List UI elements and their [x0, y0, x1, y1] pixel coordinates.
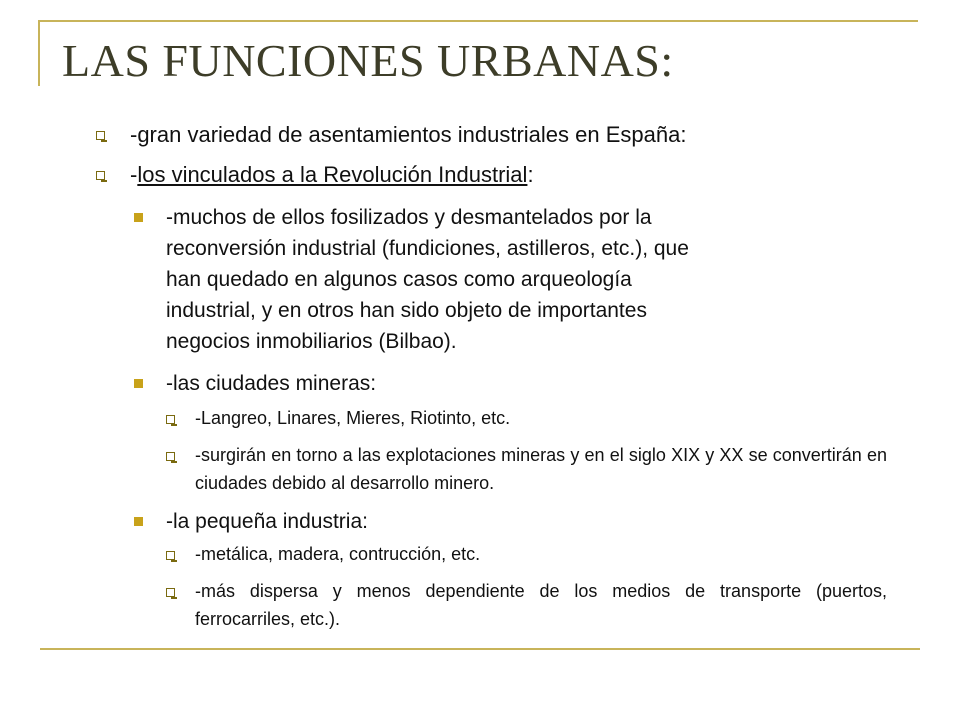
sub-bullet-mineras	[134, 368, 376, 399]
filled-square-icon	[134, 379, 143, 388]
item-text: -metálica, madera, contrucción, etc.	[195, 544, 481, 564]
underlined-heading: los vinculados a la Revolución Industrial	[137, 162, 528, 187]
item-dispersa	[166, 577, 887, 633]
square-bullet-icon	[166, 452, 175, 461]
square-bullet-icon	[166, 588, 175, 597]
square-bullet-icon	[96, 171, 105, 180]
bottom-rule	[40, 648, 920, 650]
bullet-variedad	[96, 121, 686, 149]
sub-bullet-text: -la pequeña industria:	[166, 510, 368, 533]
item-text: -más dispersa y menos dependiente de los medios de transporte (puertos, ferrocarriles, etc.).	[195, 581, 887, 629]
bullet-prefix: -	[130, 162, 138, 187]
item-langreo	[166, 404, 510, 432]
square-bullet-icon	[166, 415, 175, 424]
filled-square-icon	[134, 213, 143, 222]
item-text: -Langreo, Linares, Mieres, Riotinto, etc.	[195, 408, 511, 428]
sub-bullet-text: -las ciudades mineras:	[166, 372, 377, 395]
filled-square-icon	[134, 517, 143, 526]
square-bullet-icon	[166, 551, 175, 560]
sub-bullet-text: -muchos de ellos fosilizados y desmantelados por la reconversión industrial (fundiciones, astilleros, etc.), que han quedado en algunos casos como arqueología industrial, y en otros han sido objeto de importantes negocios inmobiliarios (Bilbao).	[166, 206, 689, 353]
square-bullet-icon	[96, 131, 105, 140]
slide-title: LAS FUNCIONES URBANAS:	[62, 35, 674, 86]
item-surgiran	[166, 441, 887, 497]
item-text: -surgirán en torno a las explotaciones mineras y en el siglo XIX y XX se convertirán en ciudades debido al desarrollo minero.	[195, 445, 887, 493]
left-rule	[38, 20, 40, 86]
sub-bullet-pequena	[134, 506, 368, 537]
bullet-text: -gran variedad de asentamientos industriales en España:	[130, 122, 687, 147]
bullet-text	[130, 161, 534, 189]
item-metalica	[166, 540, 480, 568]
bullet-suffix: :	[527, 162, 534, 187]
top-rule	[38, 20, 918, 22]
sub-bullet-fosilizados	[134, 202, 864, 357]
bullet-revolucion	[96, 161, 534, 189]
